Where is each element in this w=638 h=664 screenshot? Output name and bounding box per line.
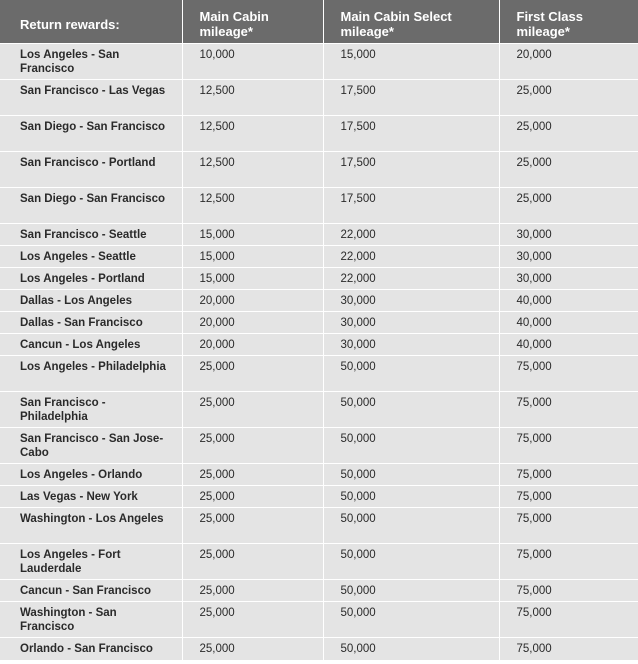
- first-class-cell: 30,000: [499, 268, 638, 290]
- first-class-cell: 75,000: [499, 638, 638, 660]
- route-cell: Los Angeles - Orlando: [0, 464, 182, 486]
- route-cell: Dallas - San Francisco: [0, 312, 182, 334]
- table-row: [0, 116, 638, 152]
- first-class-cell: 40,000: [499, 290, 638, 312]
- main-cabin-select-cell: 50,000: [323, 508, 499, 544]
- route-cell: San Francisco - Las Vegas: [0, 80, 182, 116]
- table-row: [0, 602, 638, 638]
- main-cabin-select-cell: 50,000: [323, 638, 499, 660]
- main-cabin-cell: 25,000: [182, 464, 323, 486]
- main-cabin-select-cell: 50,000: [323, 486, 499, 508]
- first-class-cell: 25,000: [499, 152, 638, 188]
- table-row: [0, 428, 638, 464]
- table-row: [0, 188, 638, 224]
- table-row: [0, 312, 638, 334]
- main-cabin-cell: 25,000: [182, 602, 323, 638]
- main-cabin-cell: 25,000: [182, 508, 323, 544]
- header-route: Return rewards:: [0, 0, 182, 44]
- route-cell: Cancun - San Francisco: [0, 580, 182, 602]
- route-cell: Cancun - Los Angeles: [0, 334, 182, 356]
- first-class-cell: 75,000: [499, 544, 638, 580]
- first-class-cell: 75,000: [499, 392, 638, 428]
- route-cell: Los Angeles - Fort Lauderdale: [0, 544, 182, 580]
- table-row: [0, 224, 638, 246]
- first-class-cell: 75,000: [499, 428, 638, 464]
- route-cell: San Francisco - Seattle: [0, 224, 182, 246]
- table-row: [0, 44, 638, 80]
- main-cabin-select-cell: 22,000: [323, 246, 499, 268]
- main-cabin-select-cell: 17,500: [323, 116, 499, 152]
- table-row: [0, 580, 638, 602]
- first-class-cell: 25,000: [499, 80, 638, 116]
- main-cabin-cell: 12,500: [182, 188, 323, 224]
- route-cell: Las Vegas - New York: [0, 486, 182, 508]
- main-cabin-cell: 25,000: [182, 356, 323, 392]
- main-cabin-cell: 10,000: [182, 44, 323, 80]
- main-cabin-select-cell: 17,500: [323, 188, 499, 224]
- route-cell: Dallas - Los Angeles: [0, 290, 182, 312]
- main-cabin-cell: 25,000: [182, 638, 323, 660]
- route-cell: Washington - Los Angeles: [0, 508, 182, 544]
- main-cabin-cell: 20,000: [182, 334, 323, 356]
- first-class-cell: 25,000: [499, 116, 638, 152]
- main-cabin-cell: 20,000: [182, 290, 323, 312]
- first-class-cell: 20,000: [499, 44, 638, 80]
- table-row: [0, 392, 638, 428]
- main-cabin-cell: 20,000: [182, 312, 323, 334]
- table-row: [0, 80, 638, 116]
- route-cell: Los Angeles - Philadelphia: [0, 356, 182, 392]
- route-cell: San Francisco - Portland: [0, 152, 182, 188]
- first-class-cell: 75,000: [499, 508, 638, 544]
- table-row: [0, 268, 638, 290]
- main-cabin-select-cell: 50,000: [323, 428, 499, 464]
- first-class-cell: 75,000: [499, 486, 638, 508]
- table-row: [0, 486, 638, 508]
- table-row: [0, 638, 638, 660]
- table-row: [0, 246, 638, 268]
- route-cell: San Diego - San Francisco: [0, 188, 182, 224]
- main-cabin-cell: 15,000: [182, 268, 323, 290]
- main-cabin-select-cell: 17,500: [323, 80, 499, 116]
- main-cabin-select-cell: 30,000: [323, 334, 499, 356]
- first-class-cell: 75,000: [499, 602, 638, 638]
- route-cell: Los Angeles - San Francisco: [0, 44, 182, 80]
- route-cell: San Francisco - San Jose-Cabo: [0, 428, 182, 464]
- main-cabin-cell: 25,000: [182, 580, 323, 602]
- main-cabin-cell: 25,000: [182, 428, 323, 464]
- main-cabin-select-cell: 30,000: [323, 290, 499, 312]
- header-row: [0, 0, 638, 44]
- first-class-cell: 30,000: [499, 246, 638, 268]
- main-cabin-cell: 25,000: [182, 392, 323, 428]
- main-cabin-cell: 12,500: [182, 152, 323, 188]
- main-cabin-select-cell: 15,000: [323, 44, 499, 80]
- main-cabin-cell: 12,500: [182, 116, 323, 152]
- main-cabin-cell: 25,000: [182, 486, 323, 508]
- table-row: [0, 508, 638, 544]
- main-cabin-select-cell: 50,000: [323, 392, 499, 428]
- table-row: [0, 290, 638, 312]
- table-row: [0, 356, 638, 392]
- table-row: [0, 464, 638, 486]
- main-cabin-select-cell: 17,500: [323, 152, 499, 188]
- main-cabin-select-cell: 50,000: [323, 602, 499, 638]
- first-class-cell: 40,000: [499, 312, 638, 334]
- route-cell: Washington - San Francisco: [0, 602, 182, 638]
- route-cell: Los Angeles - Portland: [0, 268, 182, 290]
- main-cabin-select-cell: 30,000: [323, 312, 499, 334]
- table-row: [0, 544, 638, 580]
- main-cabin-cell: 15,000: [182, 246, 323, 268]
- main-cabin-cell: 15,000: [182, 224, 323, 246]
- route-cell: Orlando - San Francisco: [0, 638, 182, 660]
- main-cabin-select-cell: 50,000: [323, 580, 499, 602]
- first-class-cell: 75,000: [499, 464, 638, 486]
- route-cell: San Diego - San Francisco: [0, 116, 182, 152]
- main-cabin-cell: 25,000: [182, 544, 323, 580]
- first-class-cell: 40,000: [499, 334, 638, 356]
- header-first-class: First Class mileage*: [499, 0, 638, 44]
- table-row: [0, 152, 638, 188]
- first-class-cell: 30,000: [499, 224, 638, 246]
- first-class-cell: 75,000: [499, 356, 638, 392]
- main-cabin-select-cell: 50,000: [323, 544, 499, 580]
- first-class-cell: 75,000: [499, 580, 638, 602]
- main-cabin-cell: 12,500: [182, 80, 323, 116]
- header-main-cabin: Main Cabin mileage*: [182, 0, 323, 44]
- route-cell: Los Angeles - Seattle: [0, 246, 182, 268]
- header-main-cabin-select: Main Cabin Select mileage*: [323, 0, 499, 44]
- route-cell: San Francisco - Philadelphia: [0, 392, 182, 428]
- main-cabin-select-cell: 50,000: [323, 464, 499, 486]
- main-cabin-select-cell: 22,000: [323, 268, 499, 290]
- first-class-cell: 25,000: [499, 188, 638, 224]
- main-cabin-select-cell: 22,000: [323, 224, 499, 246]
- main-cabin-select-cell: 50,000: [323, 356, 499, 392]
- table-row: [0, 334, 638, 356]
